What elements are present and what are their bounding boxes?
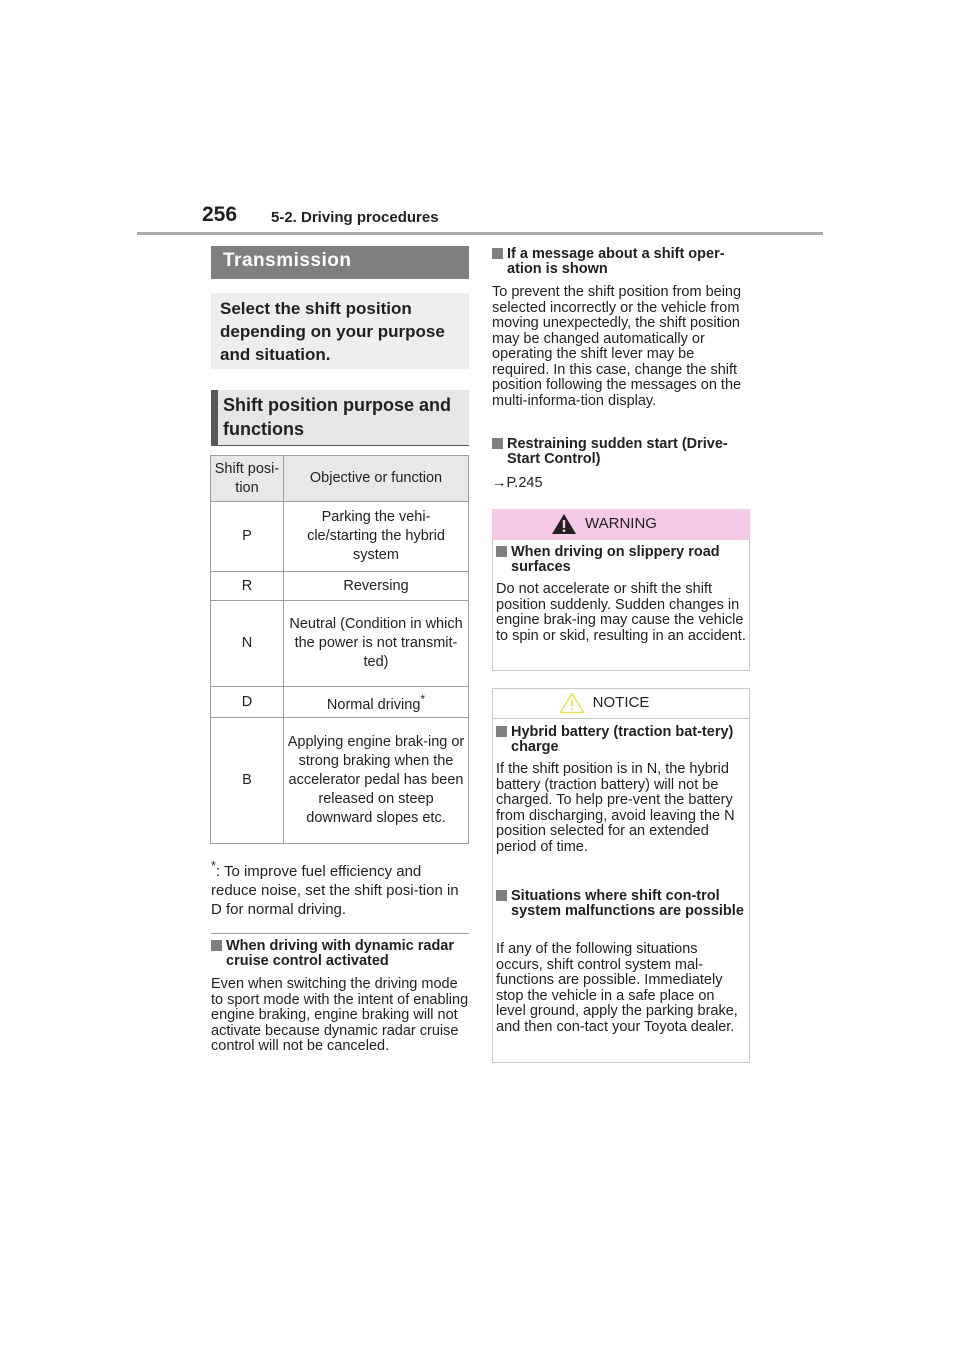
warning-text: Do not accelerate or shift the shift position suddenly. Sudden changes in engine brak-ing may cause the vehicle to spin or skid, resulting in an accident. (496, 581, 746, 644)
column-header-position: Shift posi-tion (211, 456, 284, 502)
position-cell: R (211, 572, 284, 601)
table-row (211, 687, 469, 718)
radar-text: Even when switching the driving mode to sport mode with the intent of enabling engine braking, engine braking will not activate because dynamic radar cruise control will not be canceled. (211, 976, 469, 1054)
function-text: Normal driving (326, 696, 421, 713)
transmission-title-band (211, 246, 469, 279)
table-row (211, 601, 469, 687)
radar-heading: When driving with dynamic radar cruise control activated (211, 939, 469, 969)
square-bullet-icon (211, 940, 222, 951)
notice-header (492, 688, 750, 719)
footnote (211, 857, 463, 919)
notice-heading: Hybrid battery (traction bat-tery) charge (496, 725, 746, 755)
warning-header (492, 509, 750, 540)
footnote-marker: * (420, 691, 426, 706)
position-cell: B (211, 718, 284, 844)
square-bullet-icon (492, 438, 503, 449)
function-cell: Reversing (284, 572, 469, 601)
notice-label: NOTICE (592, 694, 650, 711)
warning-triangle-icon (551, 513, 577, 535)
subheading-text: Shift position purpose and functions (223, 395, 451, 439)
restrain-heading: Restraining sudden start (Drive-Start Control) (492, 437, 752, 467)
section-title: 5-2. Driving procedures (271, 209, 439, 226)
restrain-reference-link[interactable]: →P.245 (492, 475, 543, 491)
function-cell: Applying engine brak-ing or strong braking when the accelerator pedal has been released on steep downward slopes etc. (284, 718, 469, 844)
intro-box (211, 293, 469, 369)
subheading-underline (211, 445, 469, 446)
shift-position-table (210, 455, 469, 844)
square-bullet-icon (496, 726, 507, 737)
square-bullet-icon (496, 890, 507, 901)
warning-heading: When driving on slippery road surfaces (496, 545, 746, 575)
square-bullet-icon (492, 248, 503, 259)
table-row (211, 572, 469, 601)
function-cell: Neutral (Condition in which the power is not transmit-ted) (284, 601, 469, 687)
footnote-divider (211, 933, 469, 934)
table-row (211, 718, 469, 844)
notice-text: If any of the following situations occurs, shift control system mal-functions are possible. Immediately stop the vehicle in a safe place on level ground, apply the parking brake, and then con-tact your Toyota dealer. (496, 941, 738, 1035)
subheading-box (211, 390, 469, 445)
caution-triangle-icon (559, 692, 585, 714)
footnote-text: : To improve fuel efficiency and reduce noise, set the shift posi-tion in D for normal driving. (211, 863, 459, 918)
position-cell: D (211, 687, 284, 718)
transmission-title: Transmission (223, 250, 352, 271)
function-cell: Parking the vehi-cle/starting the hybrid system (284, 502, 469, 572)
position-cell: N (211, 601, 284, 687)
position-cell: P (211, 502, 284, 572)
table-row (211, 502, 469, 572)
page-number: 256 (202, 203, 238, 226)
footnote-mark: * (211, 859, 216, 873)
table-header-row (211, 456, 469, 502)
intro-text: Select the shift position depending on your purpose and situation. (220, 299, 445, 364)
function-cell (284, 687, 469, 718)
notice-heading: Situations where shift con-trol system malfunctions are possible (496, 889, 746, 919)
warning-label: WARNING (585, 515, 657, 532)
notice-text: If the shift position is in N, the hybrid battery (traction battery) will not be charged. To help pre-vent the battery from discharging, avoid leaving the N position selected for an extended period of time. (496, 761, 735, 855)
message-text: To prevent the shift position from being selected incorrectly or the vehicle from moving unexpectedly, the shift position may be changed automatically or operating the shift lever may be required. In this case, change the shift position following the messages on the multi-informa-tion display. (492, 284, 742, 409)
column-header-function: Objective or function (284, 456, 469, 502)
header-rule (137, 232, 823, 235)
square-bullet-icon (496, 546, 507, 557)
message-heading: If a message about a shift oper-ation is shown (492, 247, 752, 277)
